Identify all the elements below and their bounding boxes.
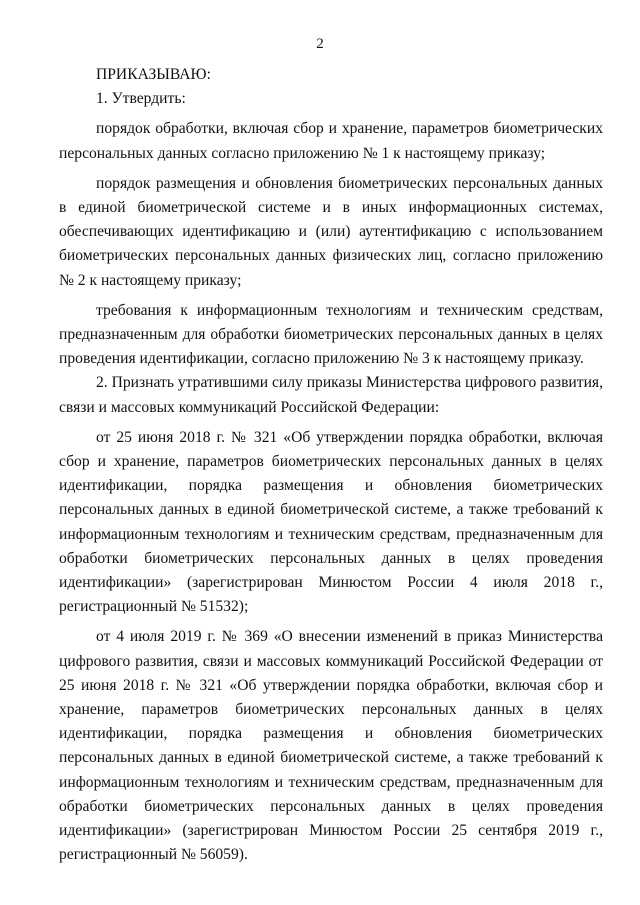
item-2-paragraph-2: от 4 июля 2019 г. № 369 «О внесении изменений в приказ Министерства цифрового развития, связи и массовых коммуникаций Российской Федерации от 25 июня 2018 г. № 321 «Об утверждении порядка обработки, включая сбор и хранение, параметров биометрических персональных данных в целях идентификации, порядка размещения и обновления биометрических персональных данных в единой биометрической системе, а также требований к информационным технологиям и техническим средствам, предназначенным для обработки биометрических персональных данных в целях проведения идентификации» (зарегистрирован Минюстом России 25 сентября 2019 г., регистрационный № 56059). [59,628,603,864]
order-heading: ПРИКАЗЫВАЮ: [96,66,211,83]
document-body [59,63,603,868]
item-1-paragraph-3: требования к информационным технологиям и техническим средствам, предназначенным для обработки биометрических персональных данных в целях проведения идентификации, согласно приложению № 3 к настоящему приказу. [59,301,603,368]
item-2-paragraph-1: от 25 июня 2018 г. № 321 «Об утверждении порядка обработки, включая сбор и хранение, параметров биометрических персональных данных в целях идентификации, порядка размещения и обновления биометрических персональных данных в единой биометрической системе, а также требований к информационным технологиям и техническим средствам, предназначенным для обработки биометрических персональных данных в целях проведения идентификации» (зарегистрирован Минюстом России 4 июля 2018 г., регистрационный № 51532); [59,428,603,616]
page-number: 2 [316,36,324,52]
item-2-heading: 2. Признать утратившими силу приказы Министерства цифрового развития, связи и массовых коммуникаций Российской Федерации: [59,374,604,416]
item-1-paragraph-1: порядок обработки, включая сбор и хранение, параметров биометрических персональных данных согласно приложению № 1 к настоящему приказу; [59,120,603,162]
item-1-heading: 1. Утвердить: [96,90,186,108]
item-1-paragraph-2: порядок размещения и обновления биометрических персональных данных в единой биометрической системе и в иных информационных системах, обеспечивающих идентификацию и (или) аутентификацию с использованием биометрических персональных данных физических лиц, согласно приложению № 2 к настоящему приказу; [59,174,603,289]
